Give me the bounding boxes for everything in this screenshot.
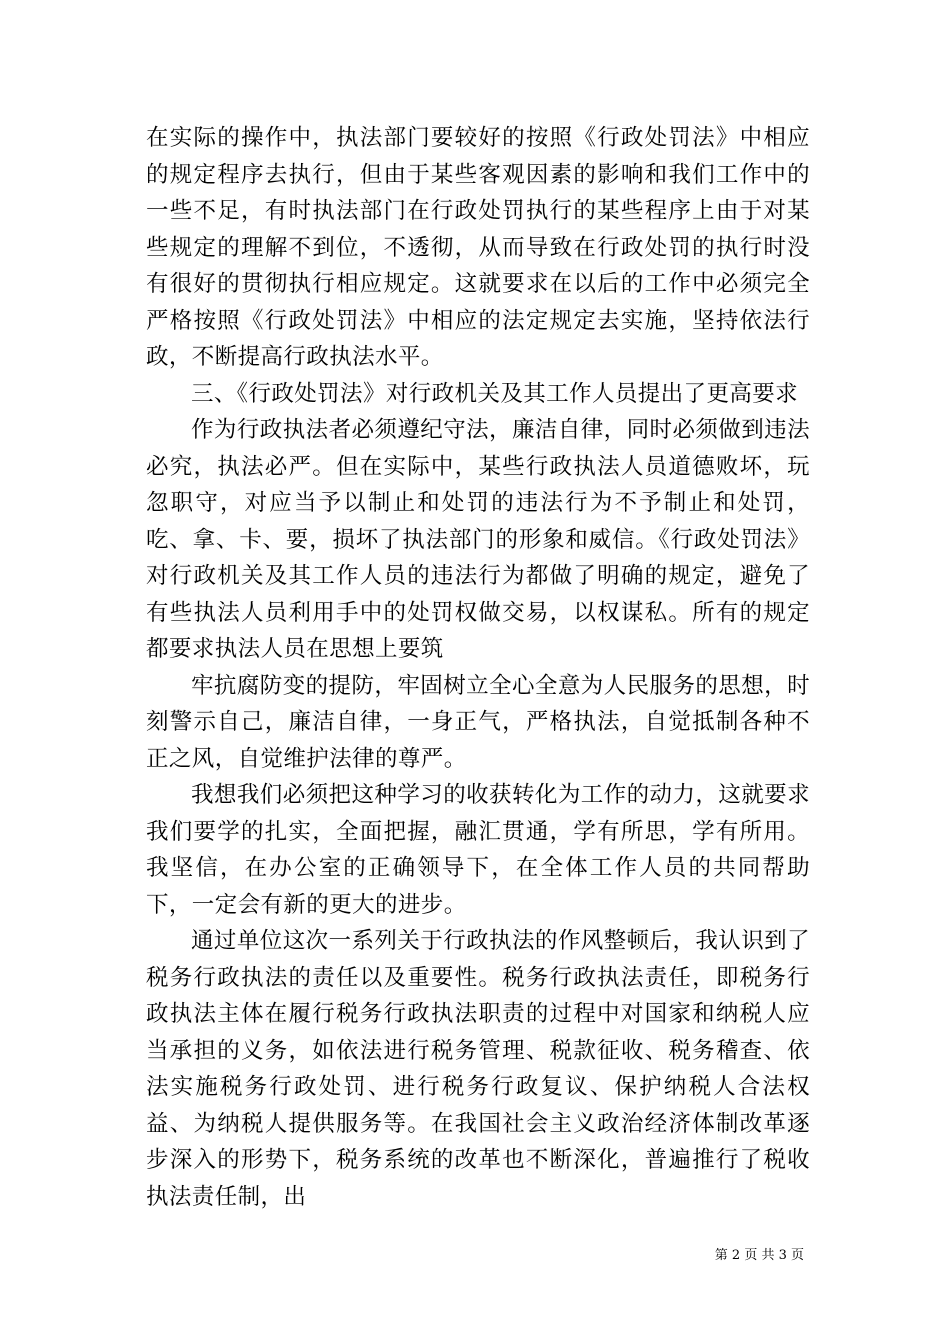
paragraph-4: 我想我们必须把这种学习的收获转化为工作的动力，这就要求我们要学的扎实，全面把握，融汇贯通，学有所思，学有所用。我坚信，在办公室的正确领导下，在全体工作人员的共同帮助下，一定会有新的更大的进步。: [146, 782, 810, 918]
paragraph-1: 在实际的操作中，执法部门要较好的按照《行政处罚法》中相应的规定程序去执行，但由于某些客观因素的影响和我们工作中的一些不足，有时执法部门在行政处罚执行的某些程序上由于对某些规定的理解不到位，不透彻，从而导致在行政处罚的执行时没有很好的贯彻执行相应规定。这就要求在以后的工作中必须完全严格按照《行政处罚法》中相应的法定规定去实施，坚持依法行政，不断提高行政执法水平。: [146, 125, 810, 370]
section-heading-3: 三、《行政处罚法》对行政机关及其工作人员提出了更高要求: [191, 380, 799, 407]
paragraph-2: 作为行政执法者必须遵纪守法，廉洁自律，同时必须做到违法必究，执法必严。但在实际中，某些行政执法人员道德败坏，玩忽职守，对应当予以制止和处罚的违法行为不予制止和处罚，吃、拿、卡、要，损坏了执法部门的形象和威信。《行政处罚法》对行政机关及其工作人员的违法行为都做了明确的规定，避免了有些执法人员利用手中的处罚权做交易，以权谋私。所有的规定都要求执法人员在思想上要筑: [146, 417, 810, 662]
paragraph-3: 牢抗腐防变的提防，牢固树立全心全意为人民服务的思想，时刻警示自己，廉洁自律，一身正气，严格执法，自觉抵制各种不正之风，自觉维护法律的尊严。: [146, 672, 810, 772]
paragraph-5: 通过单位这次一系列关于行政执法的作风整顿后，我认识到了税务行政执法的责任以及重要性。税务行政执法责任，即税务行政执法主体在履行税务行政执法职责的过程中对国家和纳税人应当承担的义务，如依法进行税务管理、税款征收、税务稽查、依法实施税务行政处罚、进行税务行政复议、保护纳税人合法权益、为纳税人提供服务等。在我国社会主义政治经济体制改革逐步深入的形势下，税务系统的改革也不断深化，普遍推行了税收执法责任制，出: [146, 928, 810, 1210]
page-number-footer: 第 2 页 共 3 页: [714, 1248, 804, 1263]
document-body: [146, 120, 810, 1215]
